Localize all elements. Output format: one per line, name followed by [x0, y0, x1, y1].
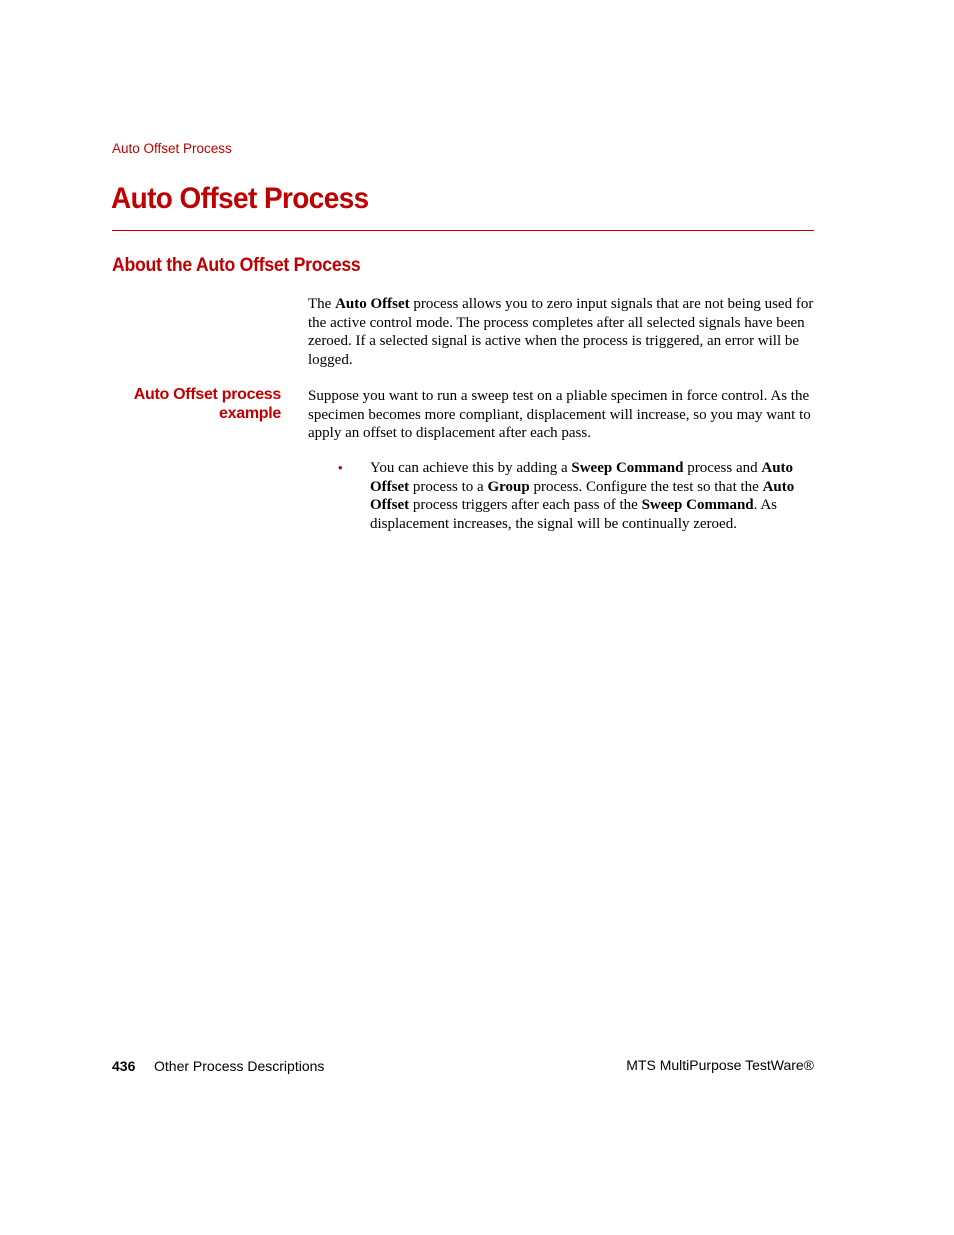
- bullet-bold-5: Sweep Command: [641, 497, 754, 514]
- title-rule: [112, 230, 814, 231]
- bullet-marker: •: [338, 460, 343, 475]
- bullet-bold-3: Group: [487, 478, 530, 495]
- side-head-line-2: example: [219, 405, 281, 422]
- example-side-head: [112, 385, 281, 423]
- chapter-title: Auto Offset Process: [111, 182, 369, 215]
- footer-chapter-name: Other Process Descriptions: [154, 1058, 325, 1074]
- footer-page-number: 436: [112, 1058, 136, 1074]
- bullet-text-1: You can achieve this by adding a: [370, 460, 572, 476]
- footer-product-name: MTS MultiPurpose TestWare®: [626, 1057, 814, 1073]
- intro-text-1: The: [308, 296, 336, 312]
- bullet-item: [370, 459, 814, 533]
- intro-bold-1: Auto Offset: [335, 296, 410, 312]
- intro-paragraph: [308, 295, 814, 369]
- bullet-text-3: process to a: [409, 478, 488, 495]
- bullet-text-4: process. Configure the test so that the: [529, 478, 763, 495]
- side-head-line-1: Auto Offset process: [133, 386, 281, 403]
- running-head: Auto Offset Process: [112, 141, 232, 156]
- intro-text-2: process allows you to zero input signals that are not being used for the active control mode. The process completes after all selected signals have been zeroed. If a selected signal is active when the process is triggered, an error will be logged.: [308, 296, 814, 368]
- bullet-text-5: process triggers after each pass of the: [409, 497, 642, 514]
- section-title: About the Auto Offset Process: [112, 255, 361, 276]
- bullet-bold-1: Sweep Command: [571, 460, 684, 476]
- bullet-bold-2: Auto Offset: [370, 460, 794, 495]
- bullet-text-2: process and: [683, 460, 762, 476]
- bullet-text-6: . As displacement increases, the signal will be continually zeroed.: [370, 497, 777, 532]
- example-paragraph: Suppose you want to run a sweep test on a pliable specimen in force control. As the specimen becomes more compliant, displacement will increase, so you may want to apply an offset to displacement after each pass.: [308, 388, 811, 442]
- bullet-bold-4: Auto Offset: [370, 478, 795, 514]
